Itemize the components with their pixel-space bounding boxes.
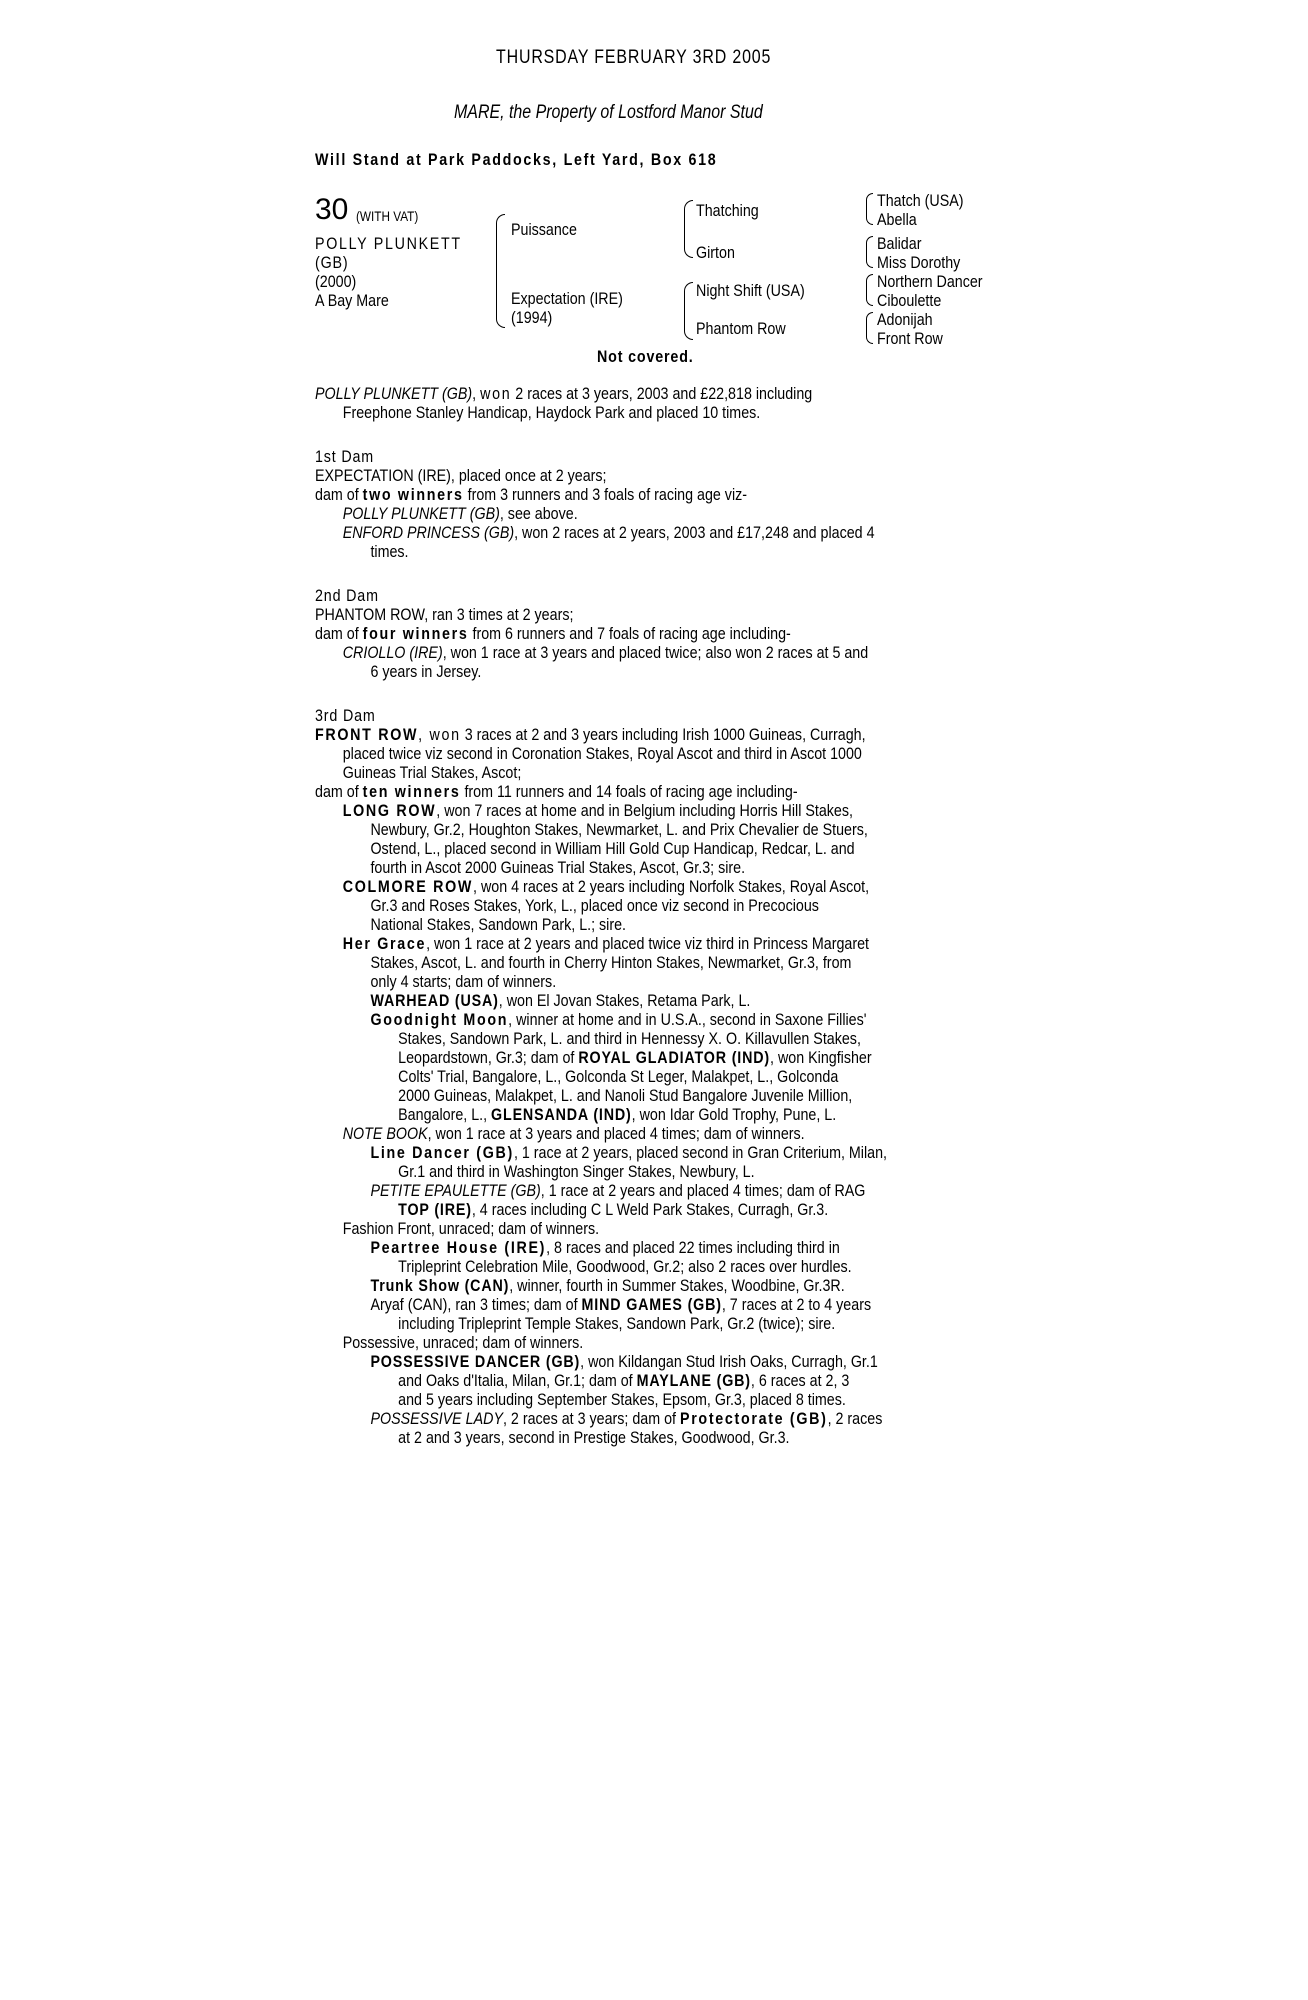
petite-1: PETITE EPAULETTE (GB), 1 race at 2 years and placed 4 times; dam of RAG	[370, 1181, 866, 1200]
lot-subtitle: MARE, the Property of Lostford Manor Stud	[454, 102, 763, 123]
goodnight-1: Goodnight Moon, winner at home and in U.S.A., second in Saxone Fillies'	[370, 1010, 867, 1029]
colmore-row-1: COLMORE ROW, won 4 races at 2 years including Norfolk Stakes, Royal Ascot,	[342, 877, 870, 896]
long-row-3: Ostend, L., placed second in William Hill Gold Cup Handicap, Redcar, L. and	[370, 839, 855, 858]
record-text: 2 races at 3 years, 2003 and £22,818 including	[515, 384, 813, 403]
her-grace-2: Stakes, Ascot, L. and fourth in Cherry Hinton Stakes, Newmarket, Gr.3, from	[370, 953, 852, 972]
pedigree-sire-sire: Thatching	[696, 201, 759, 220]
record-line-2: Freephone Stanley Handicap, Haydock Park and placed 10 times.	[342, 403, 761, 422]
poss-dancer-2: and Oaks d'Italia, Milan, Gr.1; dam of MAYLANE (GB), 6 races at 2, 3	[398, 1371, 850, 1390]
dam1-dam-of: dam of two winners from 3 runners and 3 foals of racing age viz-	[315, 485, 748, 504]
horse-year: (2000)	[315, 272, 357, 291]
dam3-heading: 3rd Dam	[315, 706, 376, 725]
pedigree-dam: Expectation (IRE)	[511, 289, 623, 308]
long-row-2: Newbury, Gr.2, Houghton Stakes, Newmarket, L. and Prix Chevalier de Stuers,	[370, 820, 868, 839]
lot-number: 30	[315, 193, 349, 226]
dam3-line-2: placed twice viz second in Coronation Stakes, Royal Ascot and third in Ascot 1000	[342, 744, 862, 763]
dam1-progeny-1: POLLY PLUNKETT (GB), see above.	[342, 504, 578, 523]
poss-lady-2: at 2 and 3 years, second in Prestige Stakes, Goodwood, Gr.3.	[398, 1428, 790, 1447]
pedigree-dam-sire: Night Shift (USA)	[696, 281, 805, 300]
horse-name: POLLY PLUNKETT	[315, 234, 462, 253]
dam3-line-1: FRONT ROW, won 3 races at 2 and 3 years including Irish 1000 Guineas, Curragh,	[315, 725, 866, 744]
dam3-line-3: Guineas Trial Stakes, Ascot;	[342, 763, 522, 782]
her-grace-1: Her Grace, won 1 race at 2 years and placed twice viz third in Princess Margaret	[342, 934, 870, 953]
dam2-winners: four winners	[362, 624, 469, 643]
stand-location: Will Stand at Park Paddocks, Left Yard, Box 618	[315, 150, 718, 169]
dam2-progeny-1-cont: 6 years in Jersey.	[370, 662, 482, 681]
poss-dancer-3: and 5 years including September Stakes, Epsom, Gr.3, placed 8 times.	[398, 1390, 846, 1409]
pedigree-sire-dam: Girton	[696, 243, 735, 262]
goodnight-2: Stakes, Sandown Park, L. and third in Hennessy X. O. Killavullen Stakes,	[398, 1029, 861, 1048]
dam1-progeny-2-cont: times.	[370, 542, 409, 561]
pedigree-g3-4: Miss Dorothy	[877, 253, 961, 272]
note-book-1: NOTE BOOK, won 1 race at 3 years and placed 4 times; dam of winners.	[342, 1124, 805, 1143]
warhead-1: WARHEAD (USA), won El Jovan Stakes, Retama Park, L.	[370, 991, 751, 1010]
record-horse-name: POLLY PLUNKETT (GB)	[315, 384, 473, 403]
pedigree-g3-3: Balidar	[877, 234, 922, 253]
pedigree-brace-5	[866, 236, 873, 268]
pedigree-brace-6	[866, 274, 873, 306]
vat-label: (WITH VAT)	[356, 208, 419, 224]
goodnight-6: Bangalore, L., GLENSANDA (IND), won Idar Gold Trophy, Pune, L.	[398, 1105, 837, 1124]
sale-date: THURSDAY FEBRUARY 3RD 2005	[496, 47, 772, 68]
pedigree-brace-7	[866, 312, 873, 344]
covered-status: Not covered.	[597, 347, 694, 366]
pedigree-g3-1: Thatch (USA)	[877, 191, 964, 210]
colmore-row-3: National Stakes, Sandown Park, L.; sire.	[370, 915, 627, 934]
horse-country: (GB)	[315, 253, 349, 272]
pedigree-g3-2: Abella	[877, 210, 917, 229]
pedigree-brace-3	[684, 282, 693, 340]
long-row-1: LONG ROW, won 7 races at home and in Belgium including Horris Hill Stakes,	[342, 801, 853, 820]
pedigree-sire: Puissance	[511, 220, 577, 239]
goodnight-5: 2000 Guineas, Malakpet, L. and Nanoli Stud Bangalore Juvenile Million,	[398, 1086, 853, 1105]
pedigree-g3-6: Ciboulette	[877, 291, 942, 310]
line-dancer-2: Gr.1 and third in Washington Singer Stakes, Newbury, L.	[398, 1162, 755, 1181]
pedigree-dam-year: (1994)	[511, 308, 553, 327]
line-dancer-1: Line Dancer (GB), 1 race at 2 years, placed second in Gran Criterium, Milan,	[370, 1143, 888, 1162]
pedigree-brace-4	[866, 193, 873, 225]
record-line-1: POLLY PLUNKETT (GB), won 2 races at 3 years, 2003 and £22,818 including	[315, 384, 813, 403]
peartree-1: Peartree House (IRE), 8 races and placed 22 times including third in	[370, 1238, 840, 1257]
pedigree-g3-5: Northern Dancer	[877, 272, 983, 291]
pedigree-g3-8: Front Row	[877, 329, 943, 348]
fashion-front: Fashion Front, unraced; dam of winners.	[342, 1219, 600, 1238]
aryaf-1: Aryaf (CAN), ran 3 times; dam of MIND GAMES (GB), 7 races at 2 to 4 years	[370, 1295, 872, 1314]
pedigree-g3-7: Adonijah	[877, 310, 933, 329]
dam1-line: EXPECTATION (IRE), placed once at 2 years;	[315, 466, 607, 485]
dam2-dam-of: dam of four winners from 6 runners and 7 foals of racing age including-	[315, 624, 791, 643]
peartree-2: Tripleprint Celebration Mile, Goodwood, Gr.2; also 2 races over hurdles.	[398, 1257, 852, 1276]
aryaf-2: including Tripleprint Temple Stakes, Sandown Park, Gr.2 (twice); sire.	[398, 1314, 836, 1333]
her-grace-3: only 4 starts; dam of winners.	[370, 972, 557, 991]
dam3-dam-of: dam of ten winners from 11 runners and 14 foals of racing age including-	[315, 782, 798, 801]
horse-description: A Bay Mare	[315, 291, 389, 310]
pedigree-brace-1	[496, 214, 505, 328]
dam2-heading: 2nd Dam	[315, 586, 379, 605]
poss-dancer-1: POSSESSIVE DANCER (GB), won Kildangan Stud Irish Oaks, Curragh, Gr.1	[370, 1352, 878, 1371]
possessive: Possessive, unraced; dam of winners.	[342, 1333, 584, 1352]
dam1-progeny-2: ENFORD PRINCESS (GB), won 2 races at 2 years, 2003 and £17,248 and placed 4	[342, 523, 875, 542]
dam2-progeny-1: CRIOLLO (IRE), won 1 race at 3 years and placed twice; also won 2 races at 5 and	[342, 643, 869, 662]
pedigree-brace-2	[684, 200, 693, 258]
goodnight-4: Colts' Trial, Bangalore, L., Golconda St Leger, Malakpet, L., Golconda	[398, 1067, 839, 1086]
colmore-row-2: Gr.3 and Roses Stakes, York, L., placed once viz second in Precocious	[370, 896, 819, 915]
pedigree-dam-dam: Phantom Row	[696, 319, 786, 338]
poss-lady-1: POSSESSIVE LADY, 2 races at 3 years; dam of Protectorate (GB), 2 races	[370, 1409, 883, 1428]
goodnight-3: Leopardstown, Gr.3; dam of ROYAL GLADIATOR (IND), won Kingfisher	[398, 1048, 872, 1067]
long-row-4: fourth in Ascot 2000 Guineas Trial Stakes, Ascot, Gr.3; sire.	[370, 858, 746, 877]
trunk-show-1: Trunk Show (CAN), winner, fourth in Summer Stakes, Woodbine, Gr.3R.	[370, 1276, 845, 1295]
dam1-winners: two winners	[362, 485, 464, 504]
petite-2: TOP (IRE), 4 races including C L Weld Park Stakes, Curragh, Gr.3.	[398, 1200, 829, 1219]
dam2-line: PHANTOM ROW, ran 3 times at 2 years;	[315, 605, 574, 624]
record-won: won	[480, 384, 512, 403]
dam1-heading: 1st Dam	[315, 447, 375, 466]
catalogue-body	[315, 384, 987, 1447]
dam3-winners: ten winners	[362, 782, 461, 801]
